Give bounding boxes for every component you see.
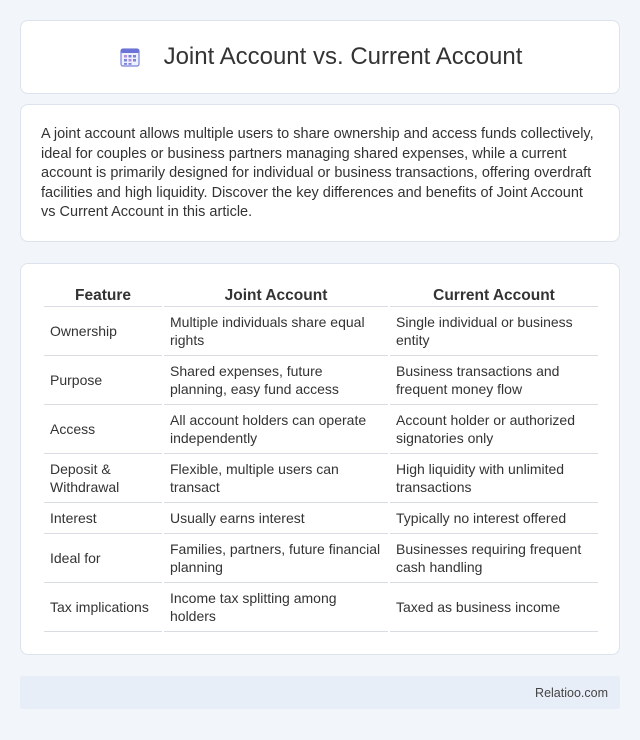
feature-cell: Tax implications — [44, 583, 162, 632]
table-header-row — [44, 286, 598, 307]
table-row — [44, 583, 598, 632]
feature-cell: Purpose — [44, 356, 162, 405]
current-cell: Taxed as business income — [390, 583, 598, 632]
current-cell: Account holder or authorized signatories only — [390, 405, 598, 454]
feature-cell: Deposit & Withdrawal — [44, 454, 162, 503]
current-cell: Businesses requiring frequent cash handling — [390, 534, 598, 583]
current-cell: Business transactions and frequent money flow — [390, 356, 598, 405]
joint-cell: All account holders can operate independently — [164, 405, 388, 454]
table-row — [44, 534, 598, 583]
feature-cell: Ownership — [44, 307, 162, 356]
calendar-icon — [118, 45, 142, 69]
header-feature: Feature — [44, 286, 162, 307]
joint-cell: Multiple individuals share equal rights — [164, 307, 388, 356]
header-joint-account: Joint Account — [164, 286, 388, 307]
table-row — [44, 454, 598, 503]
joint-cell: Shared expenses, future planning, easy fund access — [164, 356, 388, 405]
joint-cell: Usually earns interest — [164, 503, 388, 534]
table-row — [44, 405, 598, 454]
table-row — [44, 356, 598, 405]
intro-text: A joint account allows multiple users to share ownership and access funds collectively, ideal for couples or business partners managing shared expenses, while a current account is primarily designed for individual or business transactions, offering overdraft facilities and high liquidity. Discover the key differences and benefits of Joint Account vs Current Account in this article. — [41, 126, 594, 220]
footer — [20, 676, 620, 709]
header-current-account: Current Account — [390, 286, 598, 307]
joint-cell: Flexible, multiple users can transact — [164, 454, 388, 503]
table-row — [44, 503, 598, 534]
title-card — [20, 20, 620, 94]
footer-brand: Relatioo.com — [535, 685, 608, 700]
feature-cell: Access — [44, 405, 162, 454]
comparison-card — [20, 263, 620, 655]
intro-card — [20, 104, 620, 242]
feature-cell: Ideal for — [44, 534, 162, 583]
current-cell: High liquidity with unlimited transactions — [390, 454, 598, 503]
joint-cell: Families, partners, future financial planning — [164, 534, 388, 583]
page-title: Joint Account vs. Current Account — [163, 43, 523, 70]
current-cell: Single individual or business entity — [390, 307, 598, 356]
table-row — [44, 307, 598, 356]
feature-cell: Interest — [44, 503, 162, 534]
current-cell: Typically no interest offered — [390, 503, 598, 534]
comparison-table — [42, 286, 600, 632]
joint-cell: Income tax splitting among holders — [164, 583, 388, 632]
